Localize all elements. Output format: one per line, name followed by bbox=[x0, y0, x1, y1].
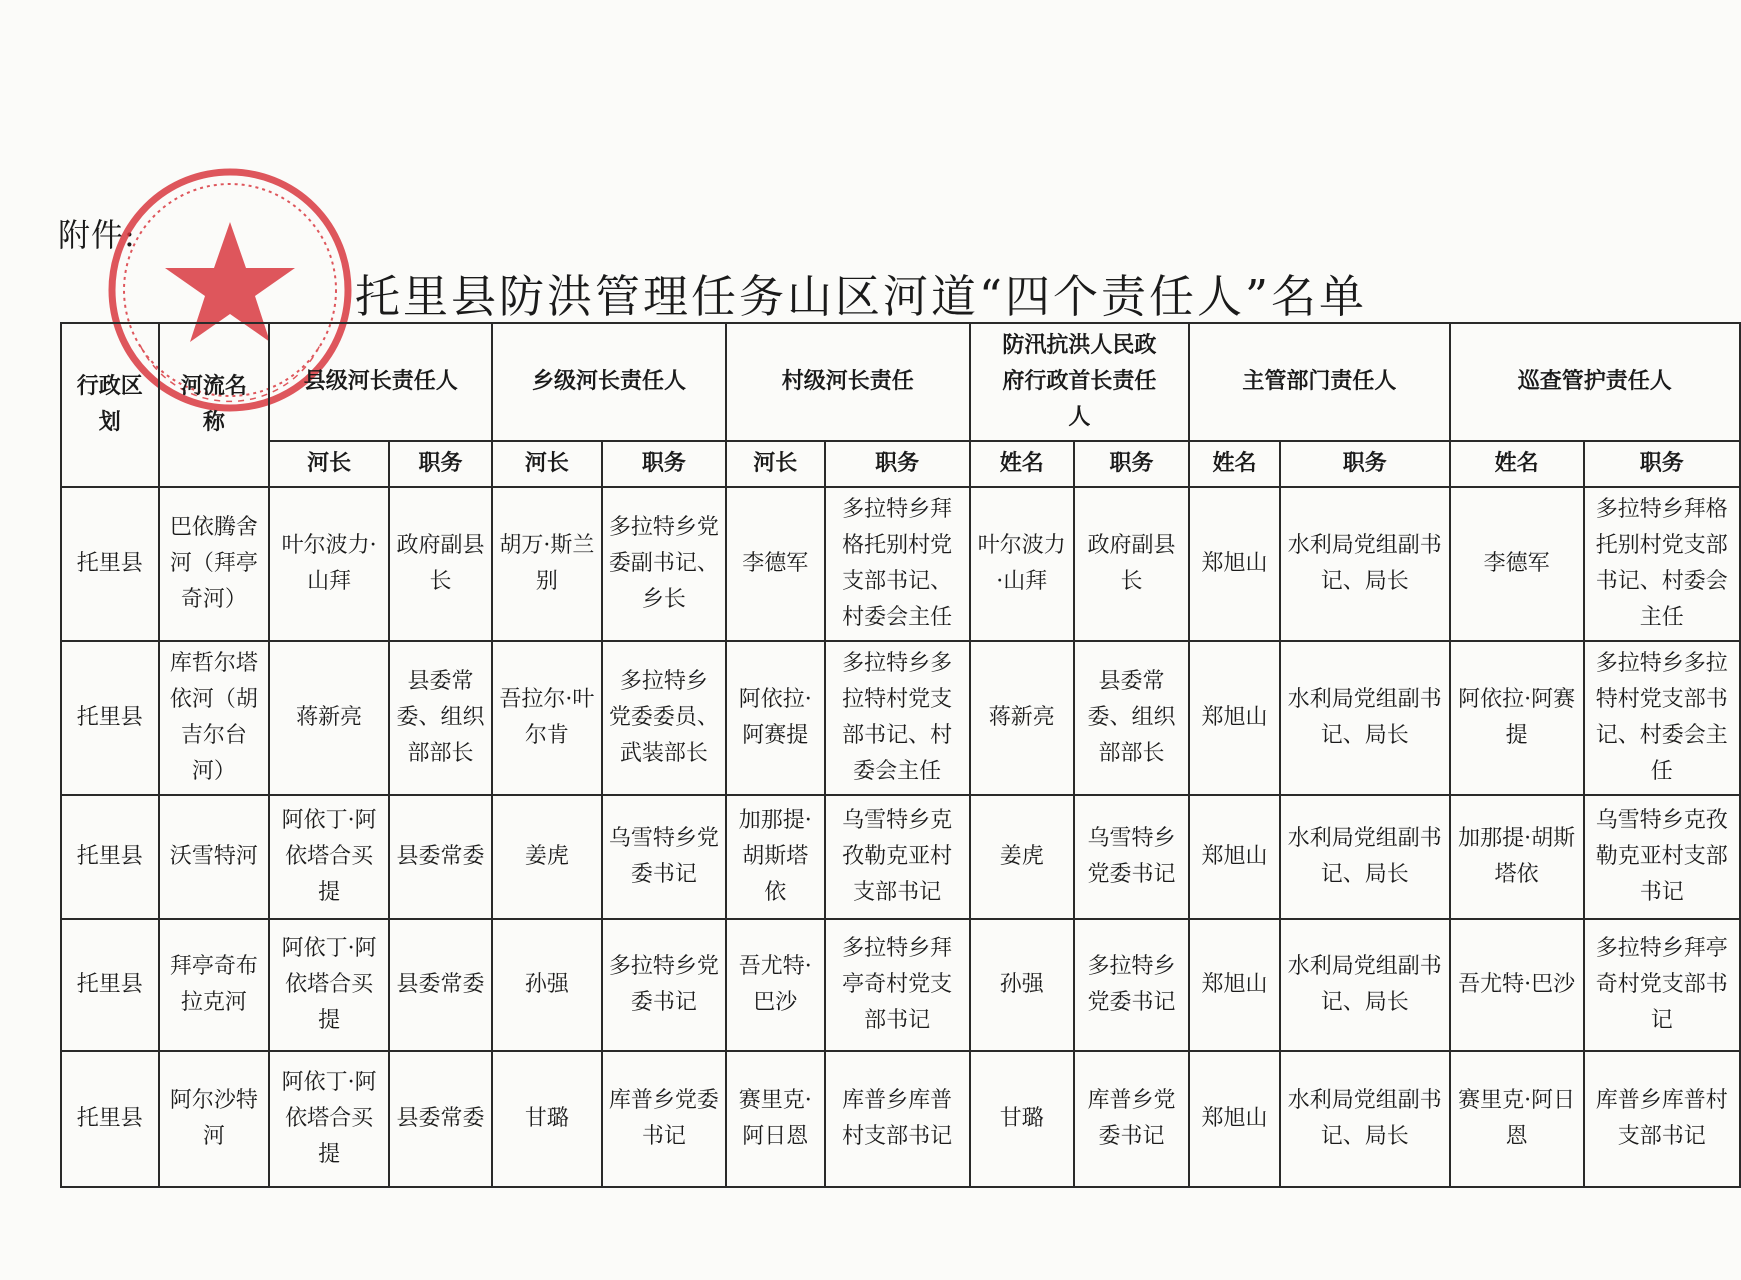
cell-patrol-name: 阿依拉·阿赛提 bbox=[1450, 641, 1584, 795]
cell-county-name: 阿依丁·阿依塔合买提 bbox=[269, 1051, 389, 1187]
cell-flood-name: 蒋新亮 bbox=[970, 641, 1074, 795]
cell-village-title: 多拉特乡多拉特村党支部书记、村委会主任 bbox=[825, 641, 970, 795]
cell-flood-title: 乌雪特乡党委书记 bbox=[1074, 795, 1189, 919]
subheader-dept-name: 姓名 bbox=[1189, 441, 1280, 487]
cell-township-title: 乌雪特乡党委书记 bbox=[602, 795, 726, 919]
cell-flood-name: 孙强 bbox=[970, 919, 1074, 1051]
cell-flood-name: 叶尔波力·山拜 bbox=[970, 487, 1074, 641]
header-row bbox=[61, 323, 1740, 441]
cell-flood-name: 姜虎 bbox=[970, 795, 1074, 919]
subheader-row bbox=[61, 441, 1740, 487]
cell-village-name: 赛里克·阿日恩 bbox=[726, 1051, 825, 1187]
header-region: 行政区划 bbox=[61, 323, 159, 487]
cell-region: 托里县 bbox=[61, 487, 159, 641]
cell-patrol-name: 吾尤特·巴沙 bbox=[1450, 919, 1584, 1051]
cell-dept-name: 郑旭山 bbox=[1189, 487, 1280, 641]
cell-dept-name: 郑旭山 bbox=[1189, 641, 1280, 795]
cell-township-title: 多拉特乡党委书记 bbox=[602, 919, 726, 1051]
cell-patrol-name: 赛里克·阿日恩 bbox=[1450, 1051, 1584, 1187]
cell-flood-name: 甘璐 bbox=[970, 1051, 1074, 1187]
cell-county-name: 叶尔波力·山拜 bbox=[269, 487, 389, 641]
cell-dept-title: 水利局党组副书记、局长 bbox=[1280, 919, 1450, 1051]
cell-county-title: 县委常委、组织部部长 bbox=[389, 641, 492, 795]
table-row bbox=[61, 1051, 1740, 1187]
cell-region: 托里县 bbox=[61, 1051, 159, 1187]
cell-county-name: 阿依丁·阿依塔合买提 bbox=[269, 919, 389, 1051]
cell-river: 巴依腾舍河（拜亭奇河） bbox=[159, 487, 270, 641]
subheader-dept-title: 职务 bbox=[1280, 441, 1450, 487]
cell-patrol-name: 加那提·胡斯塔依 bbox=[1450, 795, 1584, 919]
cell-river: 阿尔沙特河 bbox=[159, 1051, 270, 1187]
page-title: 托里县防洪管理任务山区河道“四个责任人”名单 bbox=[355, 270, 1368, 323]
cell-dept-title: 水利局党组副书记、局长 bbox=[1280, 641, 1450, 795]
cell-patrol-title: 多拉特乡拜亭奇村党支部书记 bbox=[1584, 919, 1740, 1051]
attachment-label: 附件: bbox=[58, 216, 136, 254]
cell-township-name: 胡万·斯兰别 bbox=[492, 487, 602, 641]
cell-county-name: 阿依丁·阿依塔合买提 bbox=[269, 795, 389, 919]
cell-dept-title: 水利局党组副书记、局长 bbox=[1280, 1051, 1450, 1187]
header-dept: 主管部门责任人 bbox=[1189, 323, 1449, 441]
cell-region: 托里县 bbox=[61, 795, 159, 919]
cell-village-name: 阿依拉·阿赛提 bbox=[726, 641, 825, 795]
table-row bbox=[61, 641, 1740, 795]
cell-river: 沃雪特河 bbox=[159, 795, 270, 919]
header-county-chief: 县级河长责任人 bbox=[269, 323, 492, 441]
subheader-patrol-name: 姓名 bbox=[1450, 441, 1584, 487]
cell-township-name: 甘璐 bbox=[492, 1051, 602, 1187]
cell-village-title: 多拉特乡拜亭奇村党支部书记 bbox=[825, 919, 970, 1051]
cell-county-name: 蒋新亮 bbox=[269, 641, 389, 795]
cell-township-title: 多拉特乡党委副书记、乡长 bbox=[602, 487, 726, 641]
subheader-patrol-title: 职务 bbox=[1584, 441, 1740, 487]
cell-dept-name: 郑旭山 bbox=[1189, 795, 1280, 919]
cell-flood-title: 县委常委、组织部部长 bbox=[1074, 641, 1189, 795]
cell-flood-title: 库普乡党委书记 bbox=[1074, 1051, 1189, 1187]
subheader-village-name: 河长 bbox=[726, 441, 825, 487]
responsibility-table bbox=[60, 322, 1741, 1188]
cell-township-title: 库普乡党委书记 bbox=[602, 1051, 726, 1187]
cell-flood-title: 多拉特乡 党委书记 bbox=[1074, 919, 1189, 1051]
cell-region: 托里县 bbox=[61, 919, 159, 1051]
cell-dept-name: 郑旭山 bbox=[1189, 1051, 1280, 1187]
cell-village-title: 多拉特乡拜格托别村党支部书记、村委会主任 bbox=[825, 487, 970, 641]
header-township-chief: 乡级河长责任人 bbox=[492, 323, 726, 441]
cell-dept-name: 郑旭山 bbox=[1189, 919, 1280, 1051]
cell-county-title: 县委常委 bbox=[389, 795, 492, 919]
table-row bbox=[61, 919, 1740, 1051]
cell-patrol-name: 李德军 bbox=[1450, 487, 1584, 641]
cell-county-title: 政府副县长 bbox=[389, 487, 492, 641]
cell-village-name: 加那提·胡斯塔依 bbox=[726, 795, 825, 919]
cell-region: 托里县 bbox=[61, 641, 159, 795]
subheader-flood-name: 姓名 bbox=[970, 441, 1074, 487]
cell-county-title: 县委常委 bbox=[389, 1051, 492, 1187]
cell-patrol-title: 库普乡库普村支部书记 bbox=[1584, 1051, 1740, 1187]
cell-village-name: 吾尤特·巴沙 bbox=[726, 919, 825, 1051]
table-row bbox=[61, 795, 1740, 919]
cell-county-title: 县委常委 bbox=[389, 919, 492, 1051]
cell-flood-title: 政府副县长 bbox=[1074, 487, 1189, 641]
cell-river: 拜亭奇布拉克河 bbox=[159, 919, 270, 1051]
header-flood-admin: 防汛抗洪人民政府行政首长责任人 bbox=[970, 323, 1189, 441]
cell-township-name: 姜虎 bbox=[492, 795, 602, 919]
cell-village-title: 乌雪特乡克孜勒克亚村支部书记 bbox=[825, 795, 970, 919]
cell-patrol-title: 多拉特乡拜格托别村党支部书记、村委会主任 bbox=[1584, 487, 1740, 641]
header-patrol: 巡查管护责任人 bbox=[1450, 323, 1740, 441]
header-river: 河流名称 bbox=[159, 323, 270, 487]
cell-township-title: 多拉特乡 党委委员、武装部长 bbox=[602, 641, 726, 795]
cell-village-title: 库普乡库普村支部书记 bbox=[825, 1051, 970, 1187]
subheader-township-title: 职务 bbox=[602, 441, 726, 487]
cell-township-name: 吾拉尔·叶尔肯 bbox=[492, 641, 602, 795]
subheader-township-name: 河长 bbox=[492, 441, 602, 487]
subheader-county-title: 职务 bbox=[389, 441, 492, 487]
cell-river: 库哲尔塔依河（胡吉尔台河） bbox=[159, 641, 270, 795]
cell-patrol-title: 乌雪特乡克孜勒克亚村支部书记 bbox=[1584, 795, 1740, 919]
table-row bbox=[61, 487, 1740, 641]
subheader-village-title: 职务 bbox=[825, 441, 970, 487]
header-village-chief: 村级河长责任 bbox=[726, 323, 970, 441]
cell-village-name: 李德军 bbox=[726, 487, 825, 641]
subheader-county-name: 河长 bbox=[269, 441, 389, 487]
cell-patrol-title: 多拉特乡多拉特村党支部书记、村委会主任 bbox=[1584, 641, 1740, 795]
cell-dept-title: 水利局党组副书记、局长 bbox=[1280, 795, 1450, 919]
cell-dept-title: 水利局党组副书记、局长 bbox=[1280, 487, 1450, 641]
cell-township-name: 孙强 bbox=[492, 919, 602, 1051]
subheader-flood-title: 职务 bbox=[1074, 441, 1189, 487]
